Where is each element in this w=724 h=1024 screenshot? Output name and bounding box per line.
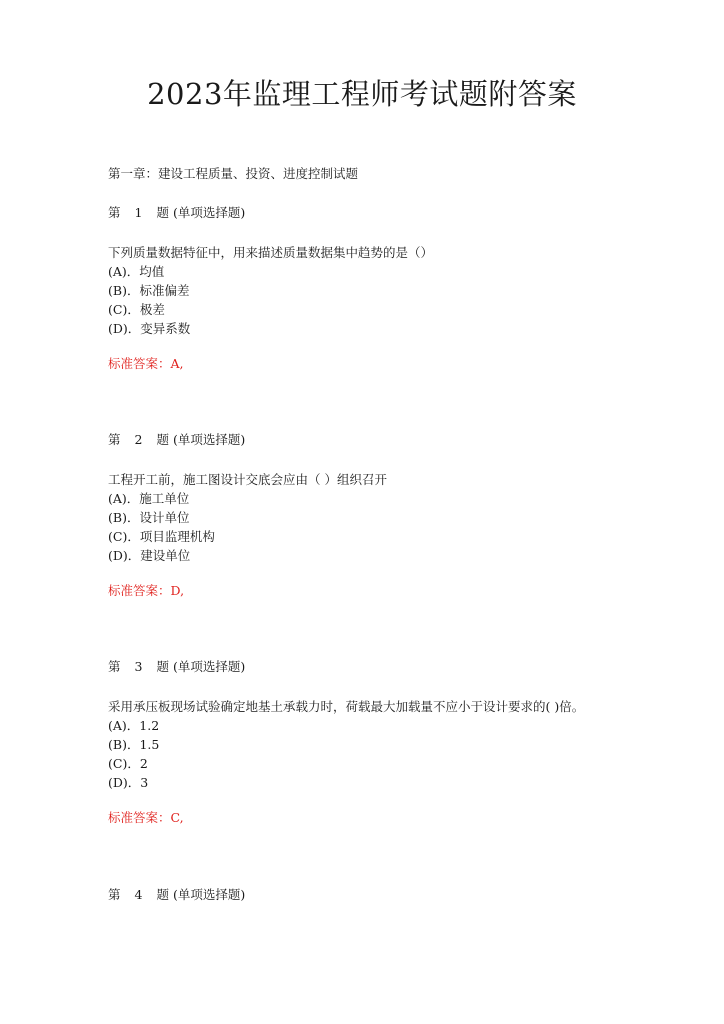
question-suffix: 题: [156, 432, 169, 447]
option-d: (D)．建设单位: [108, 548, 191, 563]
question-number: 3: [134, 659, 143, 674]
question-type: (单项选择题): [172, 659, 246, 674]
option-a: (A)．1.2: [108, 718, 160, 733]
question-header: [108, 887, 668, 903]
question-block: [108, 205, 668, 372]
page-title: 2023年监理工程师考试题附答案: [147, 77, 577, 111]
option-b: (B)．1.5: [108, 737, 160, 752]
standard-answer: 标准答案：C,: [108, 810, 184, 825]
question-block: [108, 887, 668, 925]
question-stem: 工程开工前，施工图设计交底会应由（ ）组织召开: [108, 472, 387, 487]
question-header: [108, 205, 668, 221]
question-stem: 下列质量数据特征中，用来描述质量数据集中趋势的是（）: [108, 245, 434, 260]
question-suffix: 题: [156, 205, 169, 220]
question-suffix: 题: [156, 659, 169, 674]
option-d: (D)．3: [108, 775, 149, 790]
question-header: [108, 659, 668, 675]
question-prefix: 第: [108, 205, 121, 220]
option-a: (A)．施工单位: [108, 491, 190, 506]
question-prefix: 第: [108, 659, 121, 674]
question-type: (单项选择题): [172, 205, 246, 220]
option-b: (B)．设计单位: [108, 510, 190, 525]
question-header: [108, 432, 668, 448]
question-type: (单项选择题): [172, 432, 246, 447]
option-b: (B)．标准偏差: [108, 283, 190, 298]
question-block: [108, 432, 668, 599]
option-c: (C)．2: [108, 756, 148, 771]
option-c: (C)．极差: [108, 302, 165, 317]
question-block: [108, 659, 668, 826]
standard-answer: 标准答案：D,: [108, 583, 185, 598]
question-number: 4: [134, 887, 143, 902]
question-number: 1: [134, 205, 143, 220]
chapter-heading: 第一章：建设工程质量、投资、进度控制试题: [108, 166, 359, 181]
question-number: 2: [134, 432, 143, 447]
option-c: (C)．项目监理机构: [108, 529, 215, 544]
question-suffix: 题: [156, 887, 169, 902]
question-prefix: 第: [108, 432, 121, 447]
option-a: (A)．均值: [108, 264, 165, 279]
question-stem: 采用承压板现场试验确定地基土承载力时，荷载最大加载量不应小于设计要求的( )倍。: [108, 699, 585, 714]
question-type: (单项选择题): [172, 887, 246, 902]
question-prefix: 第: [108, 887, 121, 902]
option-d: (D)．变异系数: [108, 321, 191, 336]
standard-answer: 标准答案：A,: [108, 356, 184, 371]
